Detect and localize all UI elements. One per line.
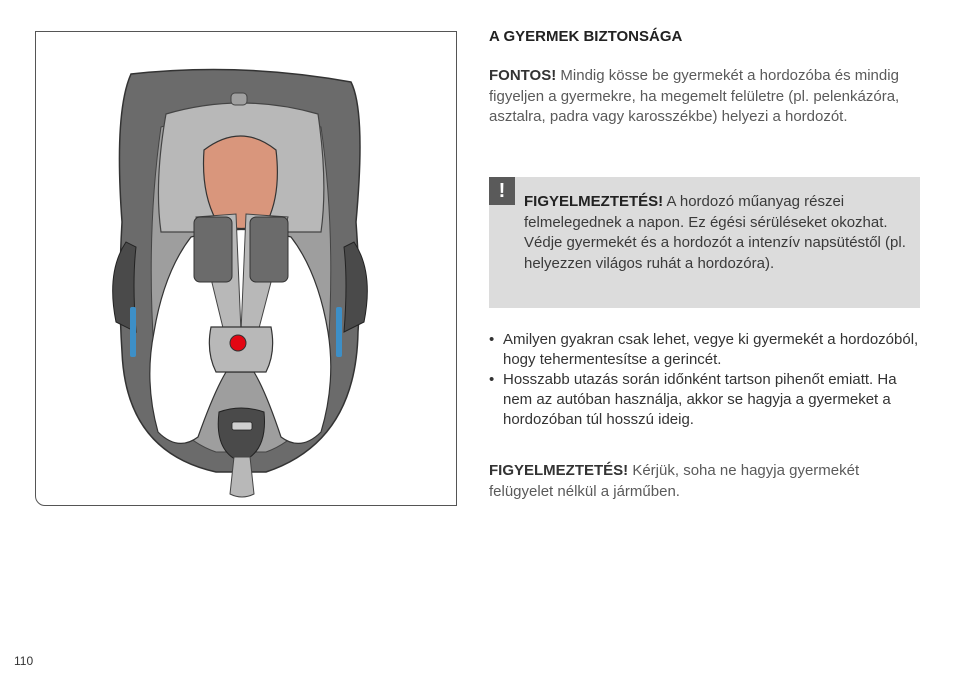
- important-paragraph: [489, 66, 921, 128]
- list-item: [489, 330, 921, 370]
- baby-face: [204, 136, 278, 229]
- exclamation-icon: !: [489, 177, 515, 205]
- warning-paragraph: [489, 461, 921, 502]
- shoulder-pad-right: [250, 217, 288, 282]
- blue-accent-left: [130, 307, 136, 357]
- seat-wing-right: [344, 242, 367, 332]
- blue-accent-right: [336, 307, 342, 357]
- bullet-text: Amilyen gyakran csak lehet, vegye ki gyermekét a hordozóból, hogy tehermentesítse a gerincét.: [503, 331, 919, 368]
- bullet-text: Hosszabb utazás során időnként tartson pihenőt emiatt. Ha nem az autóban használja, akkor se hagyja a gyermeket a hordozóban túl hosszú ideig.: [503, 371, 897, 428]
- important-text: Mindig kösse be gyermekét a hordozóba és mindig figyeljen a gyermekre, ha megemelt felületre (pl. pelenkázóra, asztalra, padra vagy karosszékbe) helyezi a hordozót.: [489, 67, 900, 125]
- bullet-list: [489, 330, 921, 430]
- section-heading: A GYERMEK BIZTONSÁGA: [489, 28, 683, 45]
- list-item: [489, 370, 921, 430]
- headrest-handle: [231, 93, 247, 105]
- page-number: 110: [14, 654, 34, 668]
- warning-box: [489, 177, 920, 308]
- illustration-frame: [35, 31, 457, 506]
- warning2-text: Kérjük, soha ne hagyja gyermekét felügyelet nélkül a járműben.: [489, 462, 860, 500]
- warning-box-label: FIGYELMEZTETÉS!: [524, 193, 664, 210]
- warning-box-text: [524, 192, 909, 274]
- warning-box-body: A hordozó műanyag részei felmelegednek a napon. Ez égési sérüléseket okozhat. Védje gyermekét és a hordozót a intenzív napsütéstől (pl. helyezzen világos ruhát a hordozóra).: [524, 193, 906, 272]
- buckle-button: [230, 335, 246, 351]
- bullet-glyph: •: [489, 331, 495, 348]
- child-seat-illustration: [36, 32, 458, 507]
- warning2-label: FIGYELMEZTETÉS!: [489, 462, 629, 479]
- shoulder-pad-left: [194, 217, 232, 282]
- crotch-buckle-slot: [232, 422, 252, 430]
- important-label: FONTOS!: [489, 67, 557, 84]
- crotch-strap: [230, 457, 254, 497]
- bullet-glyph: •: [489, 371, 495, 388]
